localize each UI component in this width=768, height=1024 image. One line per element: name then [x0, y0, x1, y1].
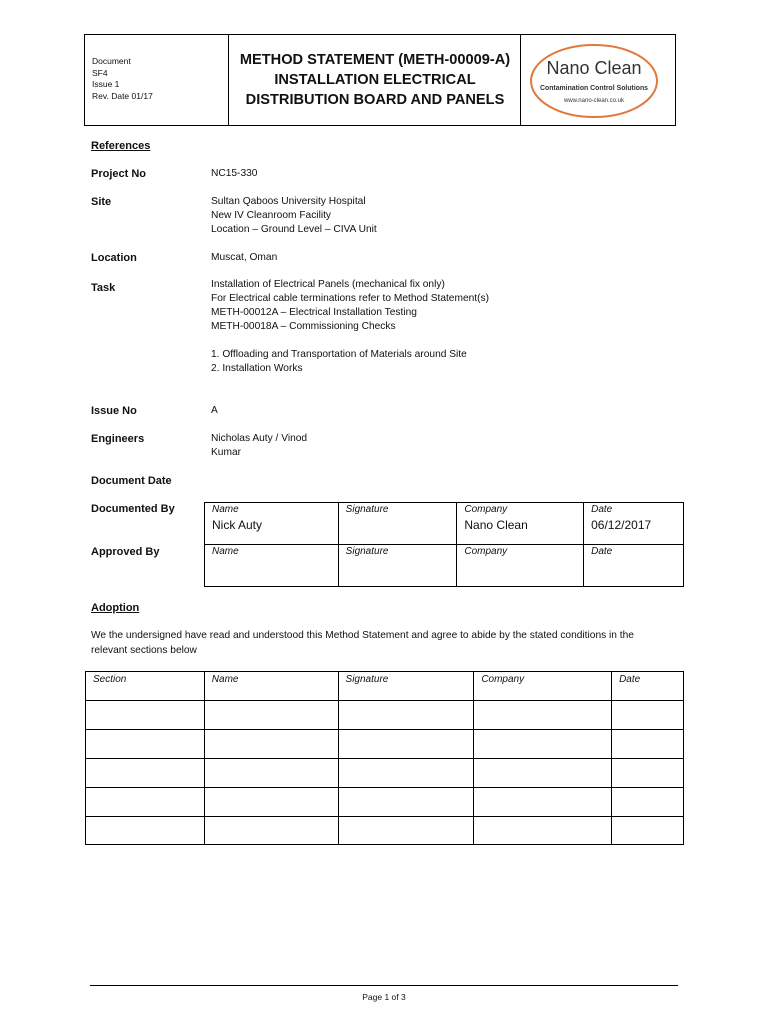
documented-date: 06/12/2017 [591, 518, 652, 532]
adoption-text-line: We the undersigned have read and understood this Method Statement and agree to abide by the stated conditions in the [91, 630, 634, 641]
date-cell[interactable] [612, 817, 684, 845]
name-cell[interactable] [204, 817, 338, 845]
adoption-header-row [86, 672, 684, 701]
header-date: Date [591, 504, 613, 515]
approved-by-label: Approved By [91, 546, 160, 558]
header-signature: Signature [345, 546, 389, 557]
company-cell[interactable] [474, 788, 612, 817]
value-line: A [211, 405, 218, 416]
issue-no-label: Issue No [91, 405, 137, 417]
engineers-value [211, 432, 307, 460]
title-line: INSTALLATION ELECTRICAL [274, 72, 476, 88]
approved-name-cell[interactable] [205, 545, 339, 587]
date-cell[interactable] [612, 788, 684, 817]
value-line: Nicholas Auty / Vinod [211, 433, 308, 444]
section-cell[interactable] [86, 788, 205, 817]
site-value [211, 195, 377, 237]
company-cell[interactable] [474, 730, 612, 759]
name-cell[interactable] [204, 701, 338, 730]
header-company: Company [464, 504, 508, 515]
value-line: Location – Ground Level – CIVA Unit [211, 224, 377, 235]
value-line: NC15-330 [211, 168, 258, 179]
footer-rule [90, 985, 678, 986]
documented-signature [339, 516, 457, 518]
table-row [86, 759, 684, 788]
signature-cell[interactable] [338, 788, 474, 817]
nano-clean-logo [528, 42, 660, 120]
approved-row [205, 545, 684, 587]
location-label: Location [91, 252, 137, 264]
section-cell[interactable] [86, 759, 205, 788]
signature-cell[interactable] [338, 817, 474, 845]
section-cell[interactable] [86, 817, 205, 845]
documented-company: Nano Clean [464, 518, 528, 532]
logo-name-text: Nano Clean [546, 58, 642, 78]
task-list-item: 1. Offloading and Transportation of Materials around Site [211, 349, 467, 360]
title-line: METHOD STATEMENT (METH-00009-A) [239, 52, 511, 68]
issue-no-value [211, 404, 218, 418]
adoption-text-line: relevant sections below [91, 644, 197, 656]
documented-date-cell[interactable] [584, 503, 684, 545]
name-cell[interactable] [204, 730, 338, 759]
meta-rev-date: Rev. Date 01/17 [92, 90, 153, 101]
company-cell[interactable] [474, 759, 612, 788]
date-cell[interactable] [612, 730, 684, 759]
date-cell[interactable] [612, 759, 684, 788]
value-line: Kumar [211, 447, 242, 458]
value-line: METH-00012A – Electrical Installation Testing [211, 307, 417, 318]
project-no-label: Project No [91, 168, 147, 180]
signature-cell[interactable] [338, 730, 474, 759]
table-row [86, 817, 684, 845]
task-list [211, 348, 467, 376]
meta-document: Document [92, 56, 131, 66]
value-line: New IV Cleanroom Facility [211, 210, 332, 221]
table-row [86, 730, 684, 759]
signature-cell[interactable] [338, 759, 474, 788]
name-cell[interactable] [204, 759, 338, 788]
logo-url-text: www.nano-clean.co.uk [563, 98, 625, 104]
col-name [204, 672, 338, 701]
section-cell[interactable] [86, 730, 205, 759]
table-row [86, 701, 684, 730]
signature-cell[interactable] [338, 701, 474, 730]
approved-signature-cell[interactable] [338, 545, 457, 587]
col-signature [338, 672, 474, 701]
approved-company-cell[interactable] [457, 545, 584, 587]
location-value [211, 251, 277, 265]
company-cell[interactable] [474, 817, 612, 845]
site-label: Site [91, 196, 112, 208]
value-line: Muscat, Oman [211, 252, 278, 263]
document-meta [92, 56, 153, 102]
task-list-item: 2. Installation Works [211, 363, 303, 374]
value-line: METH-00018A – Commissioning Checks [211, 321, 396, 332]
col-section [86, 672, 205, 701]
document-title [229, 50, 521, 110]
documented-by-label: Documented By [91, 503, 175, 515]
header-date: Date [591, 546, 613, 557]
project-no-value [211, 167, 257, 181]
documented-name: Nick Auty [212, 518, 263, 532]
name-cell[interactable] [204, 788, 338, 817]
value-line: Installation of Electrical Panels (mechanical fix only) [211, 279, 445, 290]
header-name: Name [212, 546, 239, 557]
engineers-label: Engineers [91, 433, 145, 445]
adoption-heading: Adoption [91, 602, 140, 614]
header-name: Name [211, 674, 239, 685]
header-name: Name [212, 504, 239, 515]
task-label: Task [91, 282, 116, 294]
section-cell[interactable] [86, 701, 205, 730]
document-date-label: Document Date [91, 475, 172, 487]
header-company: Company [481, 674, 525, 685]
header-section: Section [93, 674, 127, 685]
documented-name-cell[interactable] [205, 503, 339, 545]
value-line: Sultan Qaboos University Hospital [211, 196, 366, 207]
table-row [86, 788, 684, 817]
task-value [211, 278, 489, 334]
header-company: Company [464, 546, 508, 557]
meta-issue: Issue 1 [92, 79, 120, 89]
approved-date-cell[interactable] [584, 545, 684, 587]
header-date: Date [619, 674, 641, 685]
col-date [612, 672, 684, 701]
page-number: Page 1 of 3 [362, 992, 406, 1002]
documented-company-cell[interactable] [457, 503, 584, 545]
signoff-table [204, 502, 684, 587]
adoption-table [85, 671, 684, 845]
title-line: DISTRIBUTION BOARD AND PANELS [245, 92, 505, 108]
header-signature: Signature [345, 504, 389, 515]
logo-tagline-text: Contamination Control Solutions [540, 83, 649, 92]
header-signature: Signature [345, 674, 389, 685]
date-cell[interactable] [612, 701, 684, 730]
meta-code: SF4 [92, 67, 108, 78]
value-line: For Electrical cable terminations refer to Method Statement(s) [211, 293, 490, 304]
documented-row [205, 503, 684, 545]
documented-signature-cell[interactable] [338, 503, 457, 545]
company-cell[interactable] [474, 701, 612, 730]
col-company [474, 672, 612, 701]
references-heading: References [91, 140, 151, 152]
adoption-text [91, 629, 671, 658]
